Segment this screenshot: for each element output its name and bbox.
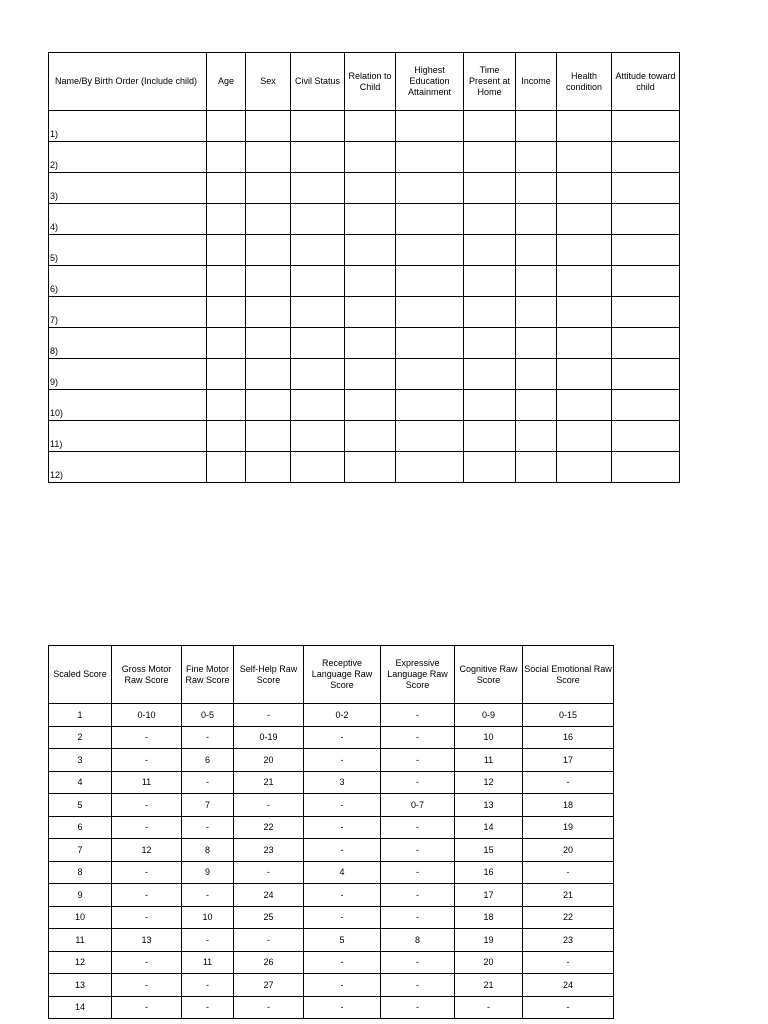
raw-score-cell: - [182, 771, 234, 794]
blank-cell[interactable] [464, 111, 516, 142]
blank-cell[interactable] [464, 297, 516, 328]
raw-score-cell: - [234, 861, 304, 884]
blank-cell[interactable] [396, 235, 464, 266]
blank-cell[interactable] [557, 452, 612, 483]
blank-cell[interactable] [396, 111, 464, 142]
raw-score-cell: 19 [455, 929, 523, 952]
raw-score-cell: 11 [182, 951, 234, 974]
scaled-score-cell: 14 [49, 996, 112, 1019]
raw-score-cell: 25 [234, 906, 304, 929]
blank-cell[interactable] [612, 421, 680, 452]
blank-cell[interactable] [464, 452, 516, 483]
raw-score-cell: 0-10 [112, 704, 182, 727]
blank-cell[interactable] [207, 328, 246, 359]
blank-cell[interactable] [291, 359, 345, 390]
blank-cell[interactable] [207, 297, 246, 328]
raw-score-cell: 27 [234, 974, 304, 997]
blank-cell[interactable] [396, 359, 464, 390]
raw-score-cell: - [112, 996, 182, 1019]
family-table-row [49, 452, 680, 483]
score-table-row [49, 996, 614, 1019]
raw-score-cell: - [112, 906, 182, 929]
family-table-row [49, 111, 680, 142]
blank-cell[interactable] [291, 173, 345, 204]
raw-score-cell: - [234, 704, 304, 727]
header-age: Age [207, 53, 246, 111]
score-table-row [49, 951, 614, 974]
raw-score-cell: - [381, 749, 455, 772]
blank-cell[interactable] [396, 173, 464, 204]
raw-score-cell: 15 [455, 839, 523, 862]
raw-score-cell: - [381, 906, 455, 929]
blank-cell[interactable] [557, 173, 612, 204]
row-number: 12) [49, 452, 207, 483]
raw-score-cell: 11 [455, 749, 523, 772]
blank-cell[interactable] [464, 390, 516, 421]
blank-cell[interactable] [612, 142, 680, 173]
raw-score-cell: - [523, 951, 614, 974]
raw-score-cell: - [112, 951, 182, 974]
scaled-score-cell: 11 [49, 929, 112, 952]
blank-cell[interactable] [516, 204, 557, 235]
blank-cell[interactable] [246, 173, 291, 204]
blank-cell[interactable] [557, 359, 612, 390]
blank-cell[interactable] [345, 173, 396, 204]
header-relation-to-child: Relation to Child [345, 53, 396, 111]
raw-score-cell: - [304, 749, 381, 772]
raw-score-cell: 0-19 [234, 726, 304, 749]
header-attitude-toward-child: Attitude toward child [612, 53, 680, 111]
header-expressive-language: Expressive Language Raw Score [381, 646, 455, 704]
score-table-row [49, 861, 614, 884]
blank-cell[interactable] [396, 390, 464, 421]
raw-score-cell: - [304, 816, 381, 839]
blank-cell[interactable] [516, 297, 557, 328]
blank-cell[interactable] [396, 297, 464, 328]
raw-score-cell: 19 [523, 816, 614, 839]
raw-score-cell: - [304, 906, 381, 929]
score-table-row [49, 749, 614, 772]
score-table-row [49, 771, 614, 794]
blank-cell[interactable] [396, 142, 464, 173]
raw-score-cell: 0-5 [182, 704, 234, 727]
blank-cell[interactable] [207, 173, 246, 204]
blank-cell[interactable] [345, 111, 396, 142]
raw-score-cell: - [112, 794, 182, 817]
blank-cell[interactable] [557, 204, 612, 235]
blank-cell[interactable] [612, 235, 680, 266]
blank-cell[interactable] [557, 235, 612, 266]
blank-cell[interactable] [557, 266, 612, 297]
blank-cell[interactable] [345, 421, 396, 452]
raw-score-cell: 23 [523, 929, 614, 952]
header-sex: Sex [246, 53, 291, 111]
blank-cell[interactable] [246, 142, 291, 173]
blank-cell[interactable] [246, 266, 291, 297]
row-number: 1) [49, 111, 207, 142]
raw-score-cell: 26 [234, 951, 304, 974]
raw-score-cell: 9 [182, 861, 234, 884]
raw-score-cell: 22 [523, 906, 614, 929]
raw-score-cell: 0-15 [523, 704, 614, 727]
raw-score-cell: - [304, 794, 381, 817]
raw-score-cell: - [112, 816, 182, 839]
raw-score-cell: - [381, 951, 455, 974]
raw-score-cell: 20 [455, 951, 523, 974]
raw-score-cell: 18 [523, 794, 614, 817]
family-table-row [49, 421, 680, 452]
scaled-score-cell: 2 [49, 726, 112, 749]
blank-cell[interactable] [464, 266, 516, 297]
raw-score-cell: - [112, 749, 182, 772]
score-table-row [49, 816, 614, 839]
family-table-row [49, 266, 680, 297]
raw-score-cell: - [234, 794, 304, 817]
row-number: 4) [49, 204, 207, 235]
blank-cell[interactable] [612, 111, 680, 142]
header-income: Income [516, 53, 557, 111]
blank-cell[interactable] [557, 328, 612, 359]
scaled-score-table [48, 645, 614, 1019]
blank-cell[interactable] [516, 266, 557, 297]
blank-cell[interactable] [396, 328, 464, 359]
header-name-birth-order: Name/By Birth Order (Include child) [49, 53, 207, 111]
score-table-row [49, 726, 614, 749]
scaled-score-cell: 10 [49, 906, 112, 929]
blank-cell[interactable] [345, 328, 396, 359]
row-number: 11) [49, 421, 207, 452]
blank-cell[interactable] [464, 421, 516, 452]
raw-score-cell: 16 [455, 861, 523, 884]
raw-score-cell: 6 [182, 749, 234, 772]
family-table [48, 52, 680, 483]
family-table-row [49, 142, 680, 173]
score-table-row [49, 839, 614, 862]
raw-score-cell: 3 [304, 771, 381, 794]
scaled-score-cell: 8 [49, 861, 112, 884]
header-highest-education: Highest Education Attainment [396, 53, 464, 111]
raw-score-cell: - [381, 974, 455, 997]
raw-score-cell: - [304, 951, 381, 974]
row-number: 3) [49, 173, 207, 204]
family-table-row [49, 359, 680, 390]
raw-score-cell: - [182, 816, 234, 839]
raw-score-cell: 13 [112, 929, 182, 952]
raw-score-cell: 23 [234, 839, 304, 862]
raw-score-cell: - [182, 726, 234, 749]
blank-cell[interactable] [464, 173, 516, 204]
row-number: 10) [49, 390, 207, 421]
blank-cell[interactable] [345, 204, 396, 235]
raw-score-cell: 4 [304, 861, 381, 884]
blank-cell[interactable] [345, 235, 396, 266]
raw-score-cell: - [523, 771, 614, 794]
blank-cell[interactable] [557, 297, 612, 328]
row-number: 5) [49, 235, 207, 266]
raw-score-cell: 0-2 [304, 704, 381, 727]
blank-cell[interactable] [464, 328, 516, 359]
blank-cell[interactable] [516, 173, 557, 204]
scaled-score-cell: 3 [49, 749, 112, 772]
raw-score-cell: - [182, 996, 234, 1019]
blank-cell[interactable] [207, 111, 246, 142]
family-table-row [49, 235, 680, 266]
blank-cell[interactable] [612, 328, 680, 359]
raw-score-cell: - [381, 839, 455, 862]
blank-cell[interactable] [557, 421, 612, 452]
header-receptive-language: Receptive Language Raw Score [304, 646, 381, 704]
blank-cell[interactable] [612, 266, 680, 297]
blank-cell[interactable] [612, 359, 680, 390]
blank-cell[interactable] [291, 452, 345, 483]
raw-score-cell: 24 [234, 884, 304, 907]
raw-score-cell: 21 [523, 884, 614, 907]
blank-cell[interactable] [291, 390, 345, 421]
blank-cell[interactable] [396, 204, 464, 235]
blank-cell[interactable] [345, 266, 396, 297]
family-table-row [49, 328, 680, 359]
raw-score-cell: - [304, 884, 381, 907]
raw-score-cell: 24 [523, 974, 614, 997]
raw-score-cell: - [304, 726, 381, 749]
raw-score-cell: 0-9 [455, 704, 523, 727]
blank-cell[interactable] [516, 235, 557, 266]
raw-score-cell: - [381, 884, 455, 907]
blank-cell[interactable] [516, 359, 557, 390]
blank-cell[interactable] [207, 142, 246, 173]
blank-cell[interactable] [516, 328, 557, 359]
blank-cell[interactable] [557, 390, 612, 421]
blank-cell[interactable] [291, 421, 345, 452]
score-table-row [49, 906, 614, 929]
raw-score-cell: 17 [455, 884, 523, 907]
score-table-row [49, 929, 614, 952]
blank-cell[interactable] [464, 204, 516, 235]
family-table-row [49, 204, 680, 235]
header-gross-motor: Gross Motor Raw Score [112, 646, 182, 704]
raw-score-cell: 18 [455, 906, 523, 929]
blank-cell[interactable] [612, 452, 680, 483]
raw-score-cell: 7 [182, 794, 234, 817]
blank-cell[interactable] [207, 390, 246, 421]
family-table-header-row [49, 53, 680, 111]
raw-score-cell: - [304, 839, 381, 862]
row-number: 9) [49, 359, 207, 390]
raw-score-cell: 5 [304, 929, 381, 952]
raw-score-cell: - [381, 771, 455, 794]
blank-cell[interactable] [464, 359, 516, 390]
scaled-score-cell: 5 [49, 794, 112, 817]
raw-score-cell: 21 [455, 974, 523, 997]
raw-score-cell: - [381, 996, 455, 1019]
row-number: 2) [49, 142, 207, 173]
raw-score-cell: - [112, 884, 182, 907]
score-table-row [49, 884, 614, 907]
raw-score-cell: - [304, 996, 381, 1019]
raw-score-cell: 13 [455, 794, 523, 817]
blank-cell[interactable] [345, 359, 396, 390]
raw-score-cell: - [234, 929, 304, 952]
blank-cell[interactable] [464, 142, 516, 173]
blank-cell[interactable] [246, 204, 291, 235]
raw-score-cell: - [112, 974, 182, 997]
blank-cell[interactable] [557, 111, 612, 142]
family-table-row [49, 297, 680, 328]
row-number: 8) [49, 328, 207, 359]
raw-score-cell: 21 [234, 771, 304, 794]
blank-cell[interactable] [516, 390, 557, 421]
header-civil-status: Civil Status [291, 53, 345, 111]
scaled-score-cell: 6 [49, 816, 112, 839]
blank-cell[interactable] [246, 452, 291, 483]
raw-score-cell: - [182, 929, 234, 952]
raw-score-cell: 20 [523, 839, 614, 862]
blank-cell[interactable] [291, 204, 345, 235]
blank-cell[interactable] [345, 452, 396, 483]
header-time-present-at-home: Time Present at Home [464, 53, 516, 111]
raw-score-cell: 10 [455, 726, 523, 749]
raw-score-cell: - [112, 726, 182, 749]
blank-cell[interactable] [464, 235, 516, 266]
raw-score-cell: 12 [112, 839, 182, 862]
blank-cell[interactable] [612, 297, 680, 328]
blank-cell[interactable] [207, 204, 246, 235]
blank-cell[interactable] [291, 111, 345, 142]
raw-score-cell: - [523, 861, 614, 884]
blank-cell[interactable] [516, 111, 557, 142]
raw-score-cell: - [523, 996, 614, 1019]
raw-score-cell: 10 [182, 906, 234, 929]
blank-cell[interactable] [612, 390, 680, 421]
blank-cell[interactable] [291, 328, 345, 359]
raw-score-cell: - [182, 974, 234, 997]
raw-score-cell: - [381, 816, 455, 839]
raw-score-cell: 16 [523, 726, 614, 749]
blank-cell[interactable] [396, 421, 464, 452]
header-social-emotional: Social Emotional Raw Score [523, 646, 614, 704]
scaled-score-cell: 1 [49, 704, 112, 727]
row-number: 7) [49, 297, 207, 328]
score-table-row [49, 974, 614, 997]
raw-score-cell: 11 [112, 771, 182, 794]
raw-score-cell: - [381, 726, 455, 749]
blank-cell[interactable] [345, 390, 396, 421]
blank-cell[interactable] [291, 235, 345, 266]
blank-cell[interactable] [396, 452, 464, 483]
blank-cell[interactable] [246, 390, 291, 421]
blank-cell[interactable] [207, 266, 246, 297]
blank-cell[interactable] [246, 235, 291, 266]
blank-cell[interactable] [207, 452, 246, 483]
raw-score-cell: 0-7 [381, 794, 455, 817]
blank-cell[interactable] [207, 235, 246, 266]
blank-cell[interactable] [246, 328, 291, 359]
raw-score-cell: - [381, 704, 455, 727]
raw-score-cell: - [304, 974, 381, 997]
raw-score-cell: 8 [381, 929, 455, 952]
blank-cell[interactable] [246, 421, 291, 452]
blank-cell[interactable] [516, 142, 557, 173]
scaled-score-cell: 13 [49, 974, 112, 997]
raw-score-cell: 22 [234, 816, 304, 839]
blank-cell[interactable] [345, 297, 396, 328]
scaled-score-cell: 12 [49, 951, 112, 974]
blank-cell[interactable] [612, 173, 680, 204]
blank-cell[interactable] [291, 266, 345, 297]
raw-score-cell: 17 [523, 749, 614, 772]
blank-cell[interactable] [207, 421, 246, 452]
scaled-score-cell: 9 [49, 884, 112, 907]
score-table-row [49, 794, 614, 817]
blank-cell[interactable] [557, 142, 612, 173]
blank-cell[interactable] [246, 297, 291, 328]
blank-cell[interactable] [345, 142, 396, 173]
raw-score-cell: 14 [455, 816, 523, 839]
header-scaled-score: Scaled Score [49, 646, 112, 704]
raw-score-cell: - [112, 861, 182, 884]
score-table-row [49, 704, 614, 727]
raw-score-cell: 12 [455, 771, 523, 794]
raw-score-cell: - [455, 996, 523, 1019]
family-table-row [49, 173, 680, 204]
header-self-help: Self-Help Raw Score [234, 646, 304, 704]
raw-score-cell: 20 [234, 749, 304, 772]
blank-cell[interactable] [291, 297, 345, 328]
raw-score-cell: - [234, 996, 304, 1019]
blank-cell[interactable] [612, 204, 680, 235]
row-number: 6) [49, 266, 207, 297]
raw-score-cell: 8 [182, 839, 234, 862]
blank-cell[interactable] [516, 452, 557, 483]
blank-cell[interactable] [207, 359, 246, 390]
family-table-row [49, 390, 680, 421]
scaled-score-cell: 7 [49, 839, 112, 862]
header-fine-motor: Fine Motor Raw Score [182, 646, 234, 704]
blank-cell[interactable] [291, 142, 345, 173]
header-cognitive: Cognitive Raw Score [455, 646, 523, 704]
blank-cell[interactable] [516, 421, 557, 452]
blank-cell[interactable] [246, 111, 291, 142]
score-table-header-row [49, 646, 614, 704]
raw-score-cell: - [381, 861, 455, 884]
blank-cell[interactable] [396, 266, 464, 297]
blank-cell[interactable] [246, 359, 291, 390]
scaled-score-cell: 4 [49, 771, 112, 794]
header-health-condition: Health condition [557, 53, 612, 111]
raw-score-cell: - [182, 884, 234, 907]
